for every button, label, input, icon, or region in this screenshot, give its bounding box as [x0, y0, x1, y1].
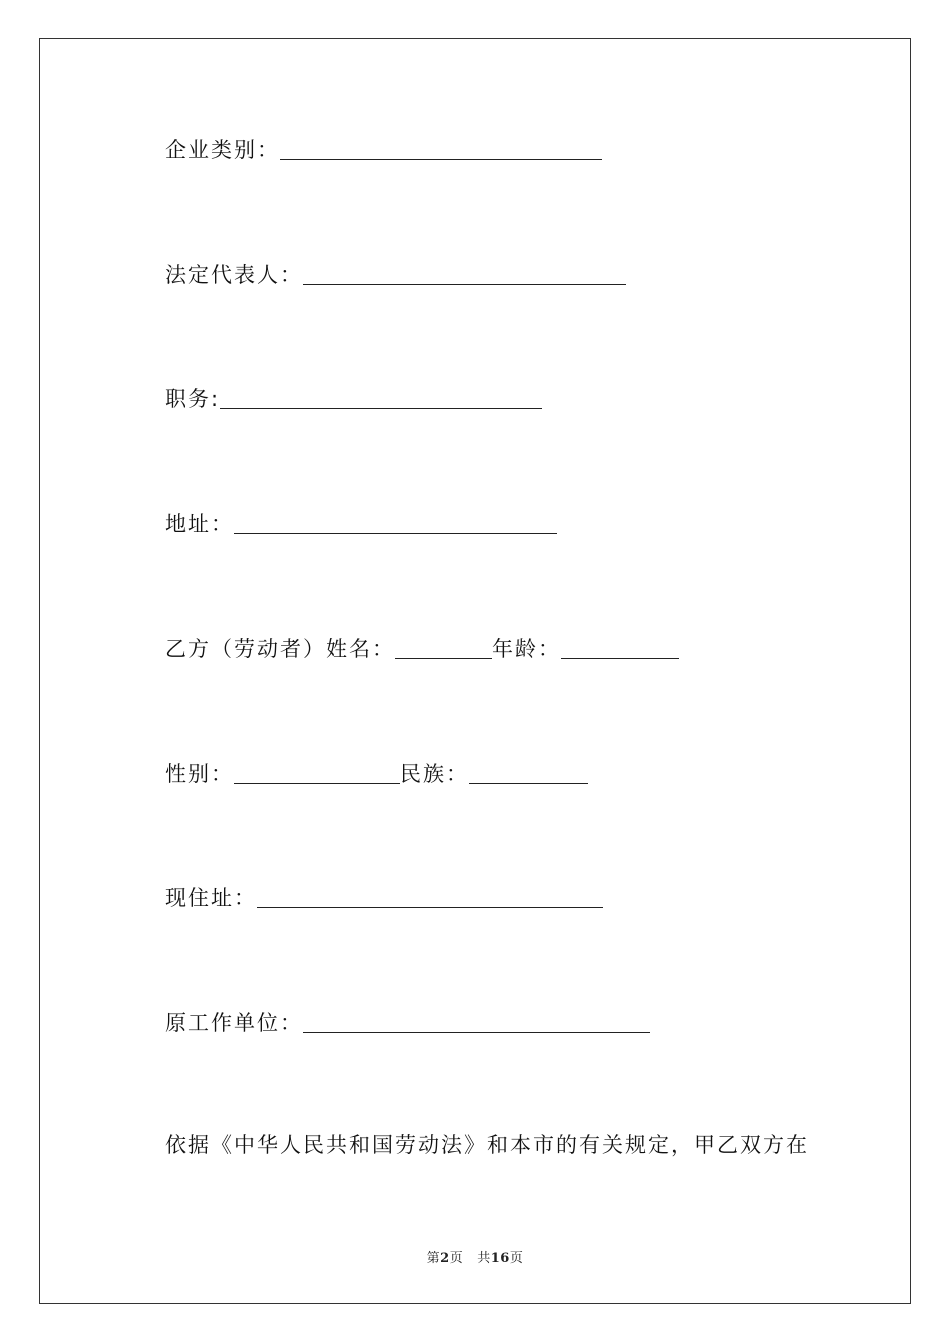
footer-total-prefix: 共	[477, 1251, 491, 1266]
page-frame	[39, 38, 911, 1304]
enterprise-type-label: 企业类别：	[165, 138, 280, 162]
party-b-name-blank[interactable]	[395, 638, 492, 659]
legal-rep-label: 法定代表人：	[165, 263, 303, 287]
body-paragraph	[165, 1131, 809, 1159]
former-employer-blank[interactable]	[303, 1012, 650, 1033]
address-blank[interactable]	[234, 513, 557, 534]
legal-rep-row	[165, 261, 626, 289]
enterprise-type-blank[interactable]	[280, 139, 602, 160]
gender-row	[165, 760, 588, 788]
body-text: 依据《中华人民共和国劳动法》和本市的有关规定，甲乙双方在	[165, 1133, 809, 1157]
former-employer-row	[165, 1009, 650, 1037]
current-address-label: 现住址：	[165, 886, 257, 910]
footer-page-suffix: 页	[449, 1251, 464, 1266]
legal-rep-blank[interactable]	[303, 264, 626, 285]
age-blank[interactable]	[561, 638, 679, 659]
gender-blank[interactable]	[234, 763, 400, 784]
footer-prefix: 第	[426, 1251, 441, 1266]
former-employer-label: 原工作单位：	[165, 1011, 303, 1035]
footer-page-number: 2	[440, 1251, 450, 1266]
position-blank[interactable]	[220, 388, 542, 409]
address-row	[165, 510, 557, 538]
age-label: 年龄：	[492, 637, 561, 661]
footer-total-suffix: 页	[509, 1251, 524, 1266]
position-row	[165, 385, 542, 413]
party-b-name-label: 乙方（劳动者）姓名：	[165, 637, 395, 661]
position-label: 职务:	[165, 387, 221, 411]
footer-total-pages: 16	[490, 1251, 510, 1266]
current-address-blank[interactable]	[257, 887, 603, 908]
ethnicity-label: 民族：	[400, 762, 469, 786]
gender-label: 性别：	[165, 762, 234, 786]
enterprise-type-row	[165, 136, 602, 164]
ethnicity-blank[interactable]	[469, 763, 588, 784]
party-b-row	[165, 635, 679, 663]
current-address-row	[165, 884, 603, 912]
address-label: 地址：	[165, 512, 234, 536]
page-footer	[0, 1247, 950, 1266]
